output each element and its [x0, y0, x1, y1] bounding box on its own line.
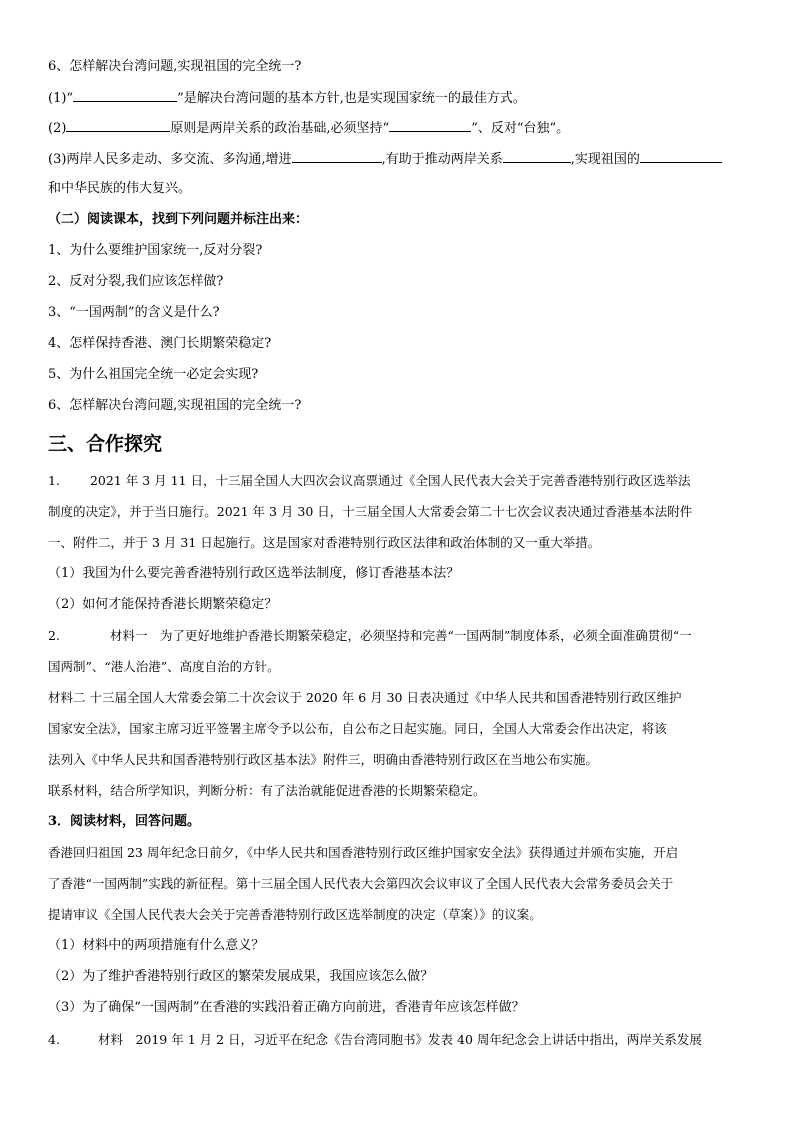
item2-line-2: 国两制”、“港人治港”、高度自治的方针。: [48, 659, 280, 674]
item3-sub-3: （3）为了确保“一国两制”在香港的实践沿着正确方向前进，香港青年应该怎样做？: [48, 1000, 525, 1015]
item4-line-1: 4. 材料 2019 年 1 月 2 日，习近平在纪念《告台湾同胞书》发表 40 周年纪念会上讲话中指出，两岸关系发展: [48, 1032, 702, 1047]
read-section-title: （二）阅读课本，找到下列问题并标注出来：: [48, 212, 309, 227]
item3-sub-1: （1）材料中的两项措施有什么意义？: [48, 938, 265, 953]
fill-line-2: (2) 原则是两岸关系的政治基础,必须坚持“ ”、反对“台独”。: [48, 118, 569, 138]
item2-line-3: 材料二 十三届全国人大常委会第二十次会议于 2020 年 6 月 30 日表决通过《中华人民共和国香港特别行政区维护: [48, 690, 682, 705]
fill-blank-5[interactable]: [503, 149, 571, 163]
fill-line-3: (3)两岸人民多走动、多交流、多沟通,增进 ,有助于推动两岸关系 ,实现祖国的: [48, 149, 722, 169]
item3-sub-2: （2）为了维护香港特别行政区的繁荣发展成果，我国应该怎么做？: [48, 969, 434, 984]
item3-line-2: 了香港“一国两制”实践的新征程。第十三届全国人民代表大会第四次会议审议了全国人民代表大会常务委员会关于: [48, 876, 674, 891]
fill-blank-3[interactable]: [389, 118, 471, 132]
item1-sub-1: （1）我国为什么要完善香港特别行政区选举法制度，修订香港基本法？: [48, 566, 460, 581]
item3-line-1: 香港回归祖国 23 周年纪念日前夕，《中华人民共和国香港特别行政区维护国家安全法》获得通过并颁布实施，开启: [48, 845, 679, 860]
fill-line-3-end: 和中华民族的伟大复兴。: [48, 181, 192, 196]
item4-number: 4.: [48, 1032, 60, 1047]
question-1: 1、为什么要维护国家统一,反对分裂?: [48, 243, 263, 258]
fill-blank-4[interactable]: [292, 149, 382, 163]
question-2: 2、反对分裂,我们应该怎样做?: [48, 274, 224, 289]
item2-line-4: 国家安全法》，国家主席习近平签署主席令予以公布，自公布之日起实施。同日，全国人大常委会作出决定，将该: [48, 721, 667, 736]
item3-line-3: 提请审议《全国人民代表大会关于完善香港特别行政区选举制度的决定（草案）》的议案。: [48, 907, 542, 922]
question-4: 4、怎样保持香港、澳门长期繁荣稳定?: [48, 336, 272, 351]
item3-title: 3．阅读材料，回答问题。: [48, 814, 201, 829]
item2-line-5: 法列入《中华人民共和国香港特别行政区基本法》附件三，明确由香港特别行政区在当地公布实施。: [48, 752, 599, 767]
fill-blank-2[interactable]: [66, 118, 170, 132]
question-6: 6、怎样解决台湾问题,实现祖国的完全统一?: [48, 398, 302, 413]
fill-blank-6[interactable]: [640, 149, 722, 163]
item1-number: 1.: [48, 473, 60, 488]
item1-line-3: 一、附件二，并于 3 月 31 日起施行。这是国家对香港特别行政区法律和政治体制的又一重大举措。: [48, 535, 601, 550]
item2-line-1: 2. 材料一 为了更好地维护香港长期繁荣稳定，必须坚持和完善“一国两制”制度体系，必须全面准确贯彻“一: [48, 628, 692, 643]
fill-blank-1[interactable]: [73, 88, 177, 102]
item1-sub-2: （2）如何才能保持香港长期繁荣稳定？: [48, 597, 278, 612]
item1-line-1: 1. 2021 年 3 月 11 日，十三届全国人大四次会议高票通过《全国人民代表大会关于完善香港特别行政区选举法: [48, 473, 691, 488]
item2-number: 2.: [48, 628, 60, 643]
question-3: 3、“一国两制”的含义是什么?: [48, 305, 220, 320]
q6-title: 6、怎样解决台湾问题,实现祖国的完全统一?: [48, 59, 302, 74]
item1-line-2: 制度的决定》，并于当日施行。2021 年 3 月 30 日，十三届全国人大常委会第二十七次会议表决通过香港基本法附件: [48, 504, 693, 519]
fill-line-1: (1)“ ”是解决台湾问题的基本方针,也是实现国家统一的最佳方式。: [48, 88, 526, 108]
item2-line-6: 联系材料，结合所学知识，判断分析：有了法治就能促进香港的长期繁荣稳定。: [48, 783, 486, 798]
section-three-heading: 三、合作探究: [48, 433, 163, 455]
question-5: 5、为什么祖国完全统一必定会实现?: [48, 367, 259, 382]
